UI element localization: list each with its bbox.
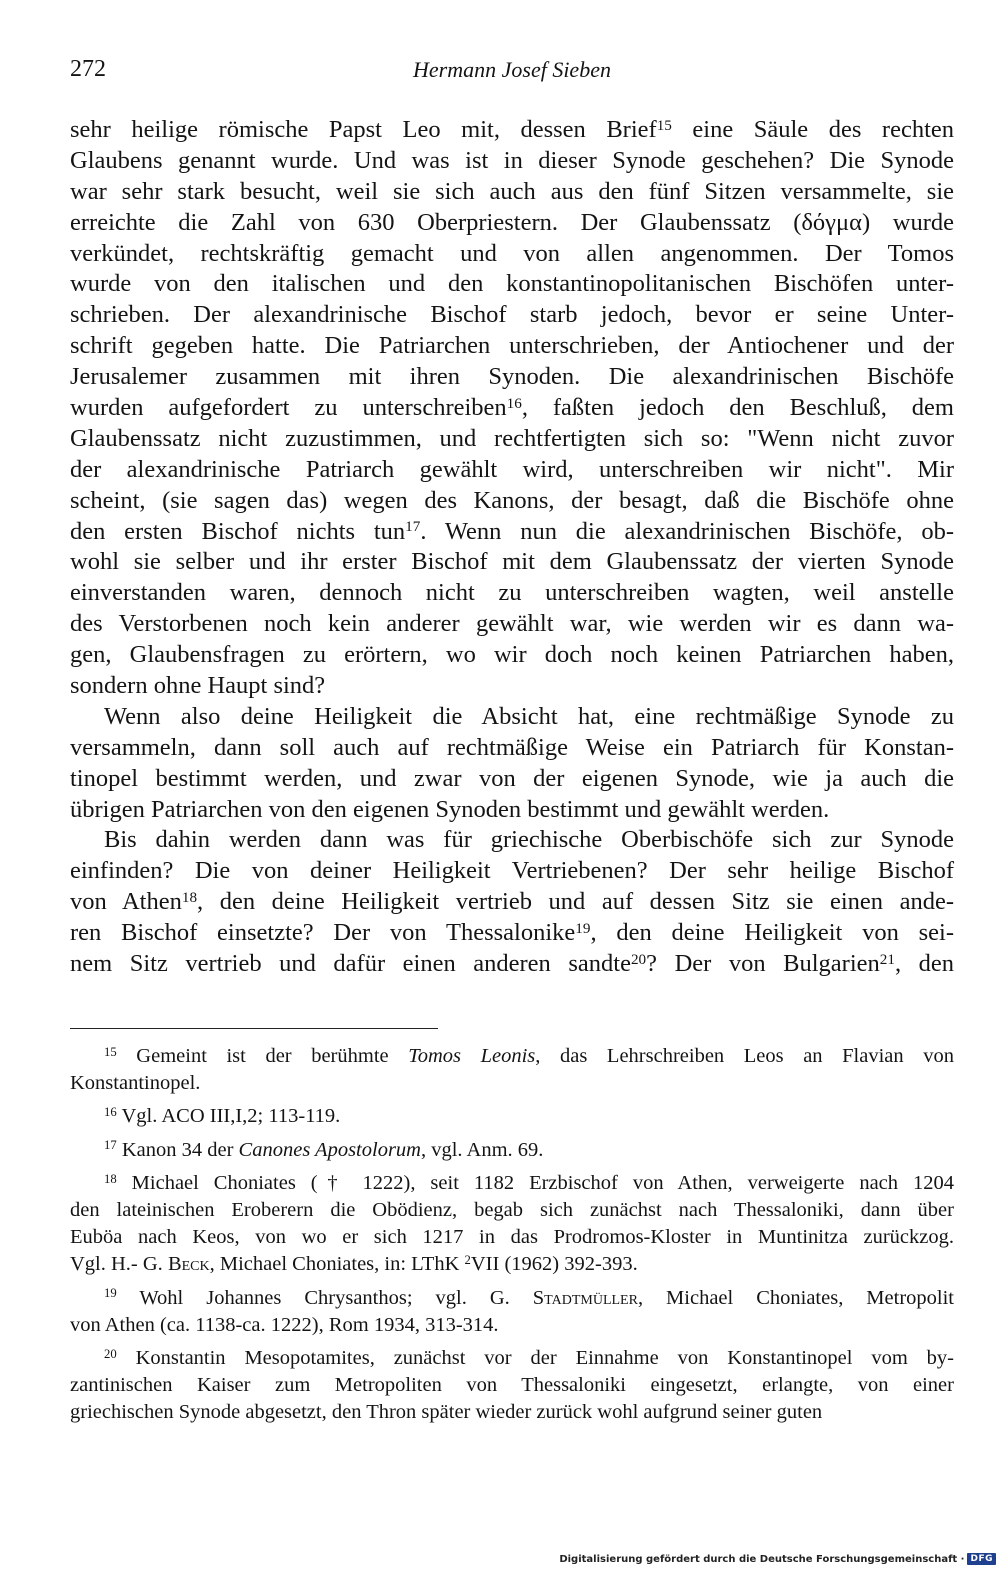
text-line: wurde von den italischen und den konstantinopolitanischen Bischöfen unter- (70, 270, 954, 298)
text-line: gen, Glaubensfragen zu erörtern, wo wir doch noch keinen Patriarchen haben, (70, 641, 954, 669)
footnote-line: zantinischen Kaiser zum Metropoliten von Thessaloniki eingesetzt, erlangte, von einer (70, 1374, 954, 1397)
text-line: Bis dahin werden dann was für griechische Oberbischöfe sich zur Synode (104, 826, 954, 854)
footnote-line: Vgl. H.- G. Beck, Michael Choniates, in: LThK $^2$VII (1962) 392-393. (70, 1253, 638, 1276)
text-line: versammeln, dann soll auch auf rechtmäßige Weise ein Patriarch für Konstan- (70, 733, 954, 761)
footnotes (70, 1043, 954, 1426)
footnote-marker: 20 (630, 950, 647, 968)
footnote-marker: 19 (575, 919, 591, 937)
text-line: wurden aufgefordert zu unterschreiben$^{16}$, faßten jedoch den Beschluß, dem (70, 394, 954, 422)
italic-title: Tomos Leonis (408, 1045, 536, 1067)
author-name: Beck (167, 1253, 210, 1276)
footnote-line: den lateinischen Eroberern die Obödienz, begab sich zunächst nach Thessaloniki, dann über (70, 1198, 954, 1221)
footnote-marker: 17 (405, 518, 421, 536)
footnote-line: $^{18}$ Michael Choniates († 1222), seit 1182 Erzbischof von Athen, verweigerte nach 1204 (104, 1171, 954, 1194)
footnote (70, 1043, 954, 1097)
digitization-credit-text: Digitalisierung gefördert durch die Deutsche Forschungsgemeinschaft · (559, 1553, 965, 1565)
text-line: Wenn also deine Heiligkeit die Absicht hat, eine rechtmäßige Synode zu (104, 702, 954, 730)
footnote-number: 18 (104, 1171, 117, 1186)
text-line: verkündet, rechtskräftig gemacht und von allen angenommen. Der Tomos (70, 239, 954, 267)
footnote-marker: 2 (464, 1253, 471, 1268)
text-line: tinopel bestimmt werden, und zwar von der eigenen Synode, wie ja auch die (70, 764, 954, 792)
footnote-marker: 18 (181, 888, 198, 906)
footnote-line: $^{19}$ Wohl Johannes Chrysanthos; vgl. G. Stadtmüller, Michael Choniates, Metropolit (104, 1286, 954, 1309)
footnote-divider (70, 1028, 438, 1029)
text-line: sehr heilige römische Papst Leo mit, dessen Brief$^{15}$ eine Säule des rechten (70, 116, 955, 143)
footnote-number: 19 (104, 1286, 117, 1301)
footnote (70, 1170, 954, 1279)
footnote-number: 16 (104, 1105, 117, 1120)
footnote-line: $^{20}$ Konstantin Mesopotamites, zunächst vor der Einnahme von Konstantinopel vom by- (104, 1346, 954, 1369)
text-line: schrift gegeben hatte. Die Patriarchen unterschrieben, der Antiochener und der (70, 332, 954, 360)
footnote-line: $^{16}$ Vgl. ACO III,I,2; 113-119. (104, 1105, 341, 1128)
footnote (70, 1103, 954, 1130)
text-line: übrigen Patriarchen von den eigenen Synoden bestimmt und gewählt werden. (70, 795, 830, 823)
text-line: Glaubenssatz nicht zuzustimmen, und rechtfertigten sich so: "Wenn nicht zuvor (70, 424, 954, 452)
footnote-number: 17 (104, 1138, 117, 1153)
footnote (70, 1137, 954, 1164)
footnote-line: $^{17}$ Kanon 34 der Canones Apostolorum, vgl. Anm. 69. (104, 1138, 544, 1161)
text-line: wohl sie selber und ihr erster Bischof mit dem Glaubenssatz der vierten Synode (70, 548, 954, 576)
text-line: schrieben. Der alexandrinische Bischof starb jedoch, bevor er seine Unter- (70, 301, 954, 329)
footnote-line: von Athen (ca. 1138-ca. 1222), Rom 1934, 313-314. (70, 1313, 499, 1336)
footnote-marker: 21 (879, 950, 895, 968)
footnote-line: Euböa nach Keos, von wo er sich 1217 in das Prodromos-Kloster in Muntinitza zurückzog. (70, 1226, 954, 1249)
footnote-line: $^{15}$ Gemeint ist der berühmte Tomos Leonis, das Lehrschreiben Leos an Flavian von (104, 1044, 954, 1067)
dfg-logo: DFG (967, 1553, 996, 1565)
text-line: der alexandrinische Patriarch gewählt wird, unterschreiben wir nicht". Mir (70, 455, 954, 483)
text-line: sondern ohne Haupt sind? (70, 672, 326, 700)
footnote (70, 1285, 954, 1339)
text-line: einverstanden waren, dennoch nicht zu unterschreiben wagten, weil anstelle (70, 579, 954, 607)
text-line: erreichte die Zahl von 630 Oberpriestern. Der Glaubenssatz (δόγμα) wurde (70, 208, 954, 236)
text-line: den ersten Bischof nichts tun$^{17}$. Wenn nun die alexandrinischen Bischöfe, ob- (70, 517, 954, 545)
text-line: Glaubens genannt wurde. Und was ist in dieser Synode geschehen? Die Synode (70, 146, 954, 174)
running-head (70, 56, 954, 88)
text-line: ren Bischof einsetzte? Der von Thessalonike$^{19}$, den deine Heiligkeit von sei- (70, 919, 954, 947)
digitization-credit (559, 1551, 996, 1567)
text-line: scheint, (sie sagen das) wegen des Kanons, der besagt, daß die Bischöfe ohne (70, 486, 954, 514)
body-text (70, 115, 954, 980)
text-line: von Athen$^{18}$, den deine Heiligkeit vertrieb und auf dessen Sitz sie einen ande- (70, 888, 954, 916)
footnote-number: 15 (104, 1044, 117, 1059)
text-line: des Verstorbenen noch kein anderer gewählt war, wie werden wir es dann wa- (70, 610, 954, 638)
footnote-line: griechischen Synode abgesetzt, den Thron später wieder zurück wohl aufgrund seiner guten (70, 1401, 823, 1424)
footnote-number: 20 (104, 1346, 117, 1361)
footnote-marker: 15 (656, 116, 672, 134)
running-title: Hermann Josef Sieben (413, 57, 611, 82)
page-number: 272 (70, 56, 106, 82)
italic-title: Canones Apostolorum (238, 1138, 421, 1161)
text-line: war sehr stark besucht, weil sie sich auch aus den fünf Sitzen versammelte, sie (70, 177, 954, 205)
text-line: nem Sitz vertrieb und dafür einen anderen sandte$^{20}$? Der von Bulgarien$^{21}$, den (70, 950, 955, 978)
footnote-marker: 16 (506, 394, 522, 412)
footnote-line: Konstantinopel. (70, 1072, 201, 1095)
text-line: einfinden? Die von deiner Heiligkeit Vertriebenen? Der sehr heilige Bischof (70, 857, 954, 885)
author-name: Stadtmüller (532, 1286, 638, 1309)
text-line: Jerusalemer zusammen mit ihren Synoden. Die alexandrinischen Bischöfe (70, 363, 954, 391)
footnote (70, 1345, 954, 1427)
